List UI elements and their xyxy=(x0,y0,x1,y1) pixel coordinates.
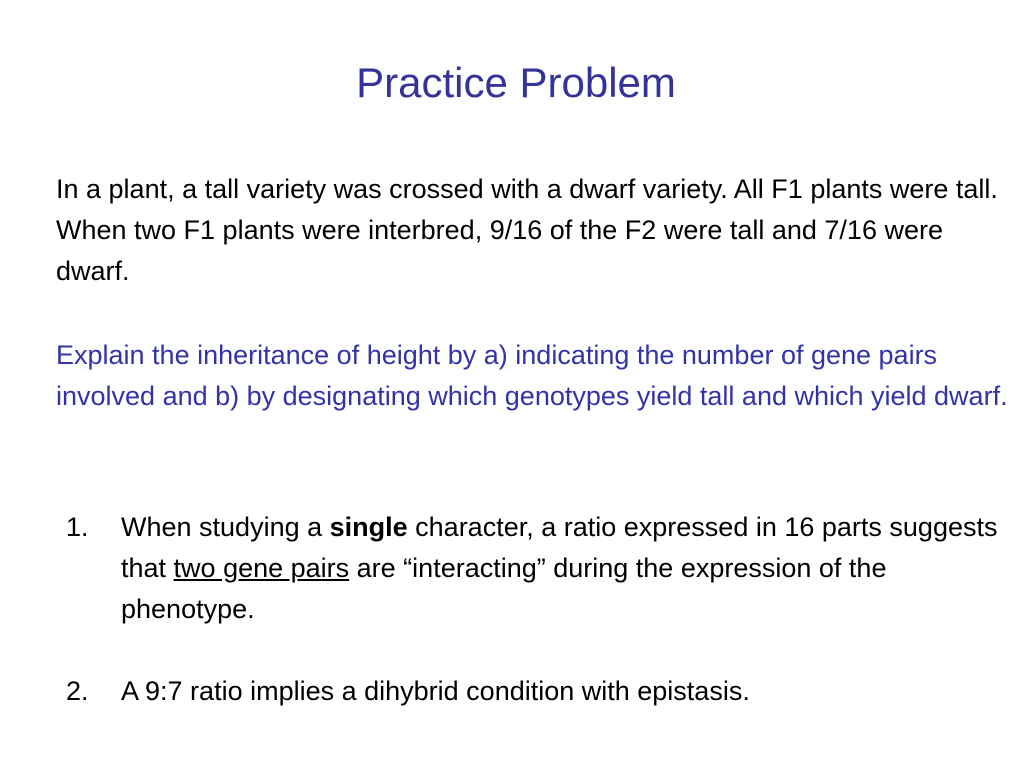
list-item-text-part: When studying a xyxy=(121,512,330,542)
list-item-text-part: character, a ratio expressed in 16 parts suggests that xyxy=(121,512,998,583)
list-item-text-part: are “interacting” during the expression of the phenotype. xyxy=(121,553,887,624)
emphasis-underline: two gene pairs xyxy=(173,553,350,583)
slide-title: Practice Problem xyxy=(356,59,676,106)
question-prompt: Explain the inheritance of height by a) indicating the number of gene pairs involved and b) by designating which genotypes yield tall and which yield dwarf. xyxy=(56,340,1008,411)
list-item-number: 2. xyxy=(66,676,89,706)
problem-statement: In a plant, a tall variety was crossed with a dwarf variety. All F1 plants were tall. When two F1 plants were interbred, 9/16 of the F2 were tall and 7/16 were dwarf. xyxy=(56,174,998,286)
list-item-text xyxy=(121,507,1011,630)
emphasis-bold: single xyxy=(329,512,408,542)
list-item-number: 1. xyxy=(66,512,89,542)
list-item-text: A 9:7 ratio implies a dihybrid condition with epistasis. xyxy=(121,676,750,706)
